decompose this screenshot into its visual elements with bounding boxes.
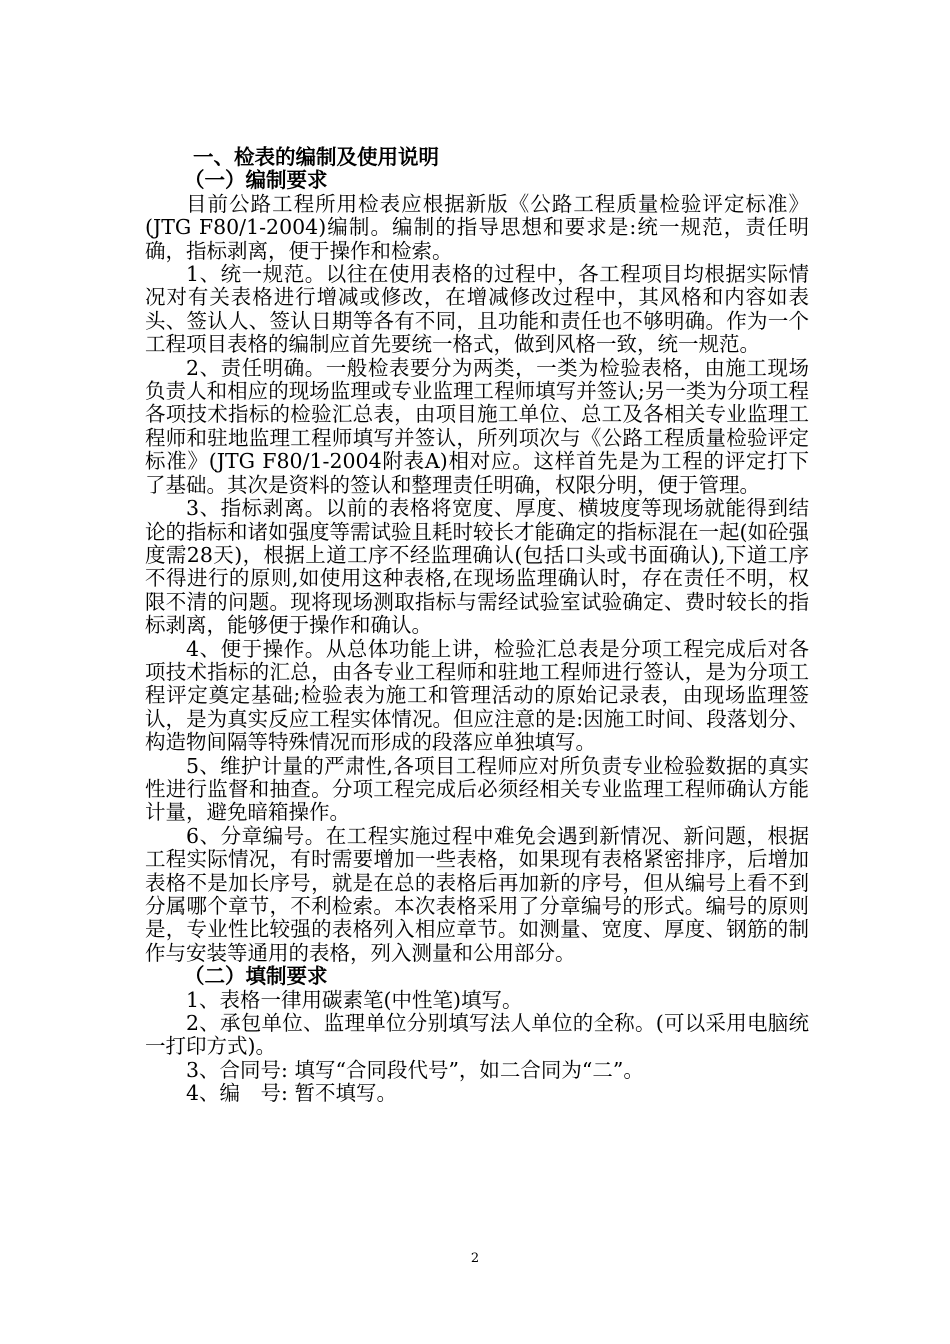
paragraph-filling-pen: 1、表格一律用碳素笔(中性笔)填写。 <box>186 987 523 1012</box>
main-heading: 一、检表的编制及使用说明 <box>193 145 439 169</box>
section-heading-compilation-requirements: （一）编制要求 <box>184 168 328 193</box>
paragraph-chapter-numbering: 6、分章编号。在工程实施过程中难免会遇到新情况、新问题，根据工程实际情况，有时需要增加一些表格，如果现有表格紧密排序，后增加表格不是加长序号，就是在总的表格后再加新的序号，但从编号上看不到分属哪个章节，不利检索。本次表格采用了分章编号的形式。编号的原则是，专业性比较强的表格列入相应章节。如测量、宽度、厚度、钢筋的制作与安装等通用的表格，列入测量和公用部分。 <box>145 823 809 965</box>
page-number: 2 <box>470 1251 480 1266</box>
paragraph-filling-contract-number: 3、合同号: 填写“合同段代号”，如二合同为“二”。 <box>186 1057 644 1082</box>
paragraph-clear-responsibility: 2、责任明确。一般检表要分为两类，一类为检验表格，由施工现场负责人和相应的现场监理或专业监理工程师填写并签认;另一类为分项工程各项技术指标的检验汇总表，由项目施工单位、总工及各相关专业监理工程师和驻地监理工程师填写并签认，所列项次与《公路工程质量检验评定标准》(JTG F80/1-2004附表A)相对应。这样首先是为工程的评定打下了基础。其次是资料的签认和整理责任明确，权限分明，便于管理。 <box>145 355 809 497</box>
document-body <box>145 146 809 1106</box>
paragraph-filling-serial-number: 4、编 号: 暂不填写。 <box>186 1081 397 1106</box>
paragraph-filling-units: 2、承包单位、监理单位分别填写法人单位的全称。(可以采用电脑统一打印方式)。 <box>145 1011 809 1059</box>
paragraph-easy-operation: 4、便于操作。从总体功能上讲，检验汇总表是分项工程完成后对各项技术指标的汇总，由各专业工程师和驻地工程师进行签认，是为分项工程评定奠定基础;检验表为施工和管理活动的原始记录表，由现场监理签认，是为真实反应工程实体情况。但应注意的是:因施工时间、段落划分、构造物间隔等特殊情况而形成的段落应单独填写。 <box>145 636 809 755</box>
paragraph-unified-standard: 1、统一规范。以往在使用表格的过程中，各工程项目均根据实际情况对有关表格进行增减或修改，在增减修改过程中，其风格和内容如表头、签认人、签认日期等各有不同，且功能和责任也不够明确。作为一个工程项目表格的编制应首先要统一格式，做到风格一致，统一规范。 <box>145 262 809 357</box>
paragraph-indicator-separation: 3、指标剥离。以前的表格将宽度、厚度、横坡度等现场就能得到结论的指标和诸如强度等需试验且耗时较长才能确定的指标混在一起(如砼强度需28天)，根据上道工序不经监理确认(包括口头或书面确认),下道工序不得进行的原则,如使用这种表格,在现场监理确认时，存在责任不明，权限不清的问题。现将现场测取指标与需经试验室试验确定、费时较长的指标剥离，能够便于操作和确认。 <box>145 496 809 638</box>
paragraph-measurement-seriousness: 5、维护计量的严肃性,各项目工程师应对所负责专业检验数据的真实性进行监督和抽查。分项工程完成后必须经相关专业监理工程师确认方能计量，避免暗箱操作。 <box>145 753 809 825</box>
section-heading-filling-requirements: （二）填制要求 <box>184 964 328 989</box>
paragraph-intro: 目前公路工程所用检表应根据新版《公路工程质量检验评定标准》(JTG F80/1-2004)编制。编制的指导思想和要求是:统一规范，责任明确，指标剥离，便于操作和检索。 <box>145 191 809 263</box>
